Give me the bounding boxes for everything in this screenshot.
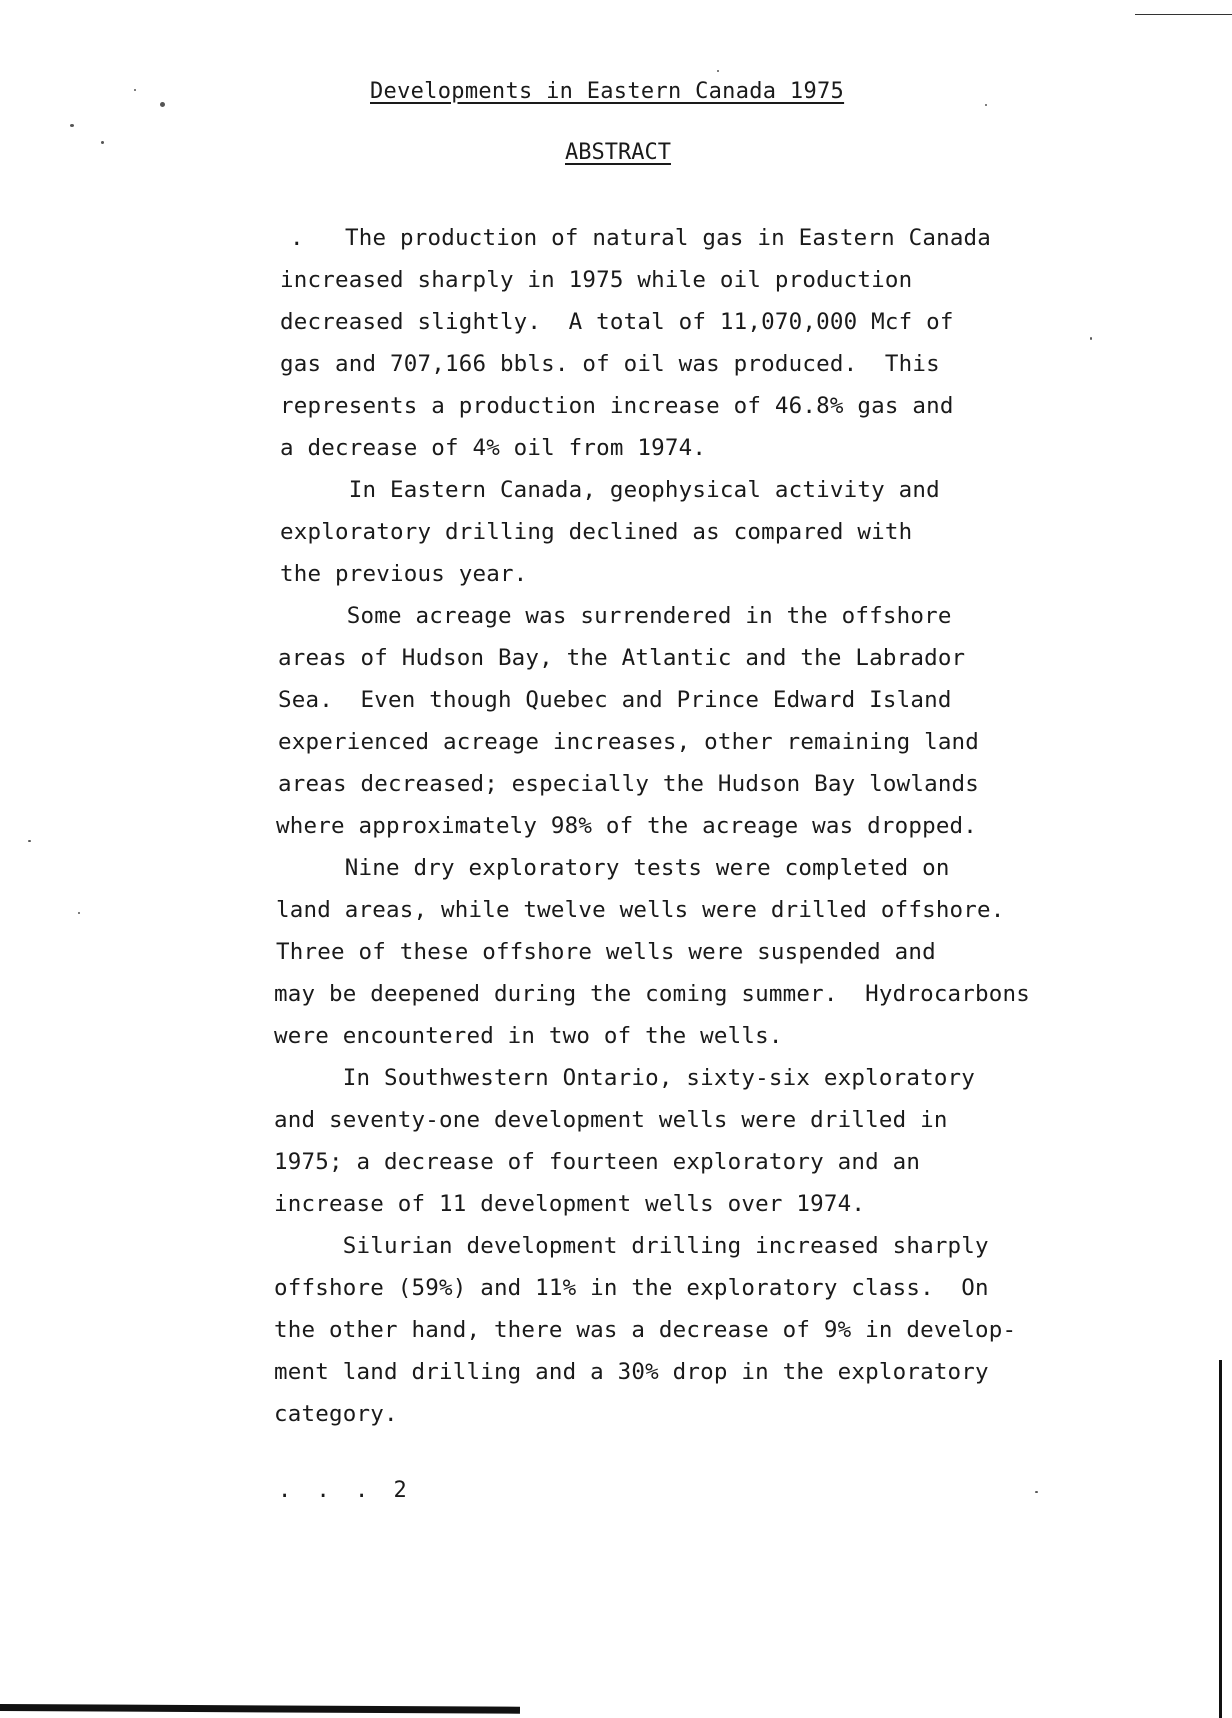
scan-speck bbox=[70, 124, 74, 127]
body-line: In Southwestern Ontario, sixty-six exploratory bbox=[274, 1065, 976, 1091]
body-line: Silurian development drilling increased sharply bbox=[274, 1233, 989, 1259]
body-line: Nine dry exploratory tests were completed on bbox=[276, 855, 950, 881]
scan-speck bbox=[717, 70, 719, 72]
scan-speck bbox=[1035, 1491, 1038, 1493]
body-line: . The production of natural gas in Eastern Canada bbox=[290, 225, 992, 251]
body-line: represents a production increase of 46.8% gas and bbox=[280, 393, 954, 419]
body-line: offshore (59%) and 11% in the exploratory class. On bbox=[274, 1275, 989, 1301]
scan-speck bbox=[134, 89, 136, 91]
body-line: exploratory drilling declined as compared with bbox=[280, 519, 913, 545]
body-line: land areas, while twelve wells were drilled offshore. bbox=[276, 897, 1005, 923]
scan-speck bbox=[101, 141, 104, 144]
body-line: increased sharply in 1975 while oil production bbox=[280, 267, 913, 293]
body-line: decreased slightly. A total of 11,070,000 Mcf of bbox=[280, 309, 954, 335]
scan-speck bbox=[160, 102, 165, 107]
body-line: areas decreased; especially the Hudson Bay lowlands bbox=[278, 771, 980, 797]
document-title: Developments in Eastern Canada 1975 bbox=[370, 79, 845, 104]
body-line: gas and 707,166 bbls. of oil was produced. This bbox=[280, 351, 940, 377]
scan-edge-top bbox=[1135, 14, 1232, 15]
body-line: the previous year. bbox=[280, 561, 528, 587]
body-line: a decrease of 4% oil from 1974. bbox=[280, 435, 707, 461]
scan-speck bbox=[28, 840, 31, 842]
abstract-heading: ABSTRACT bbox=[565, 140, 671, 165]
body-line: In Eastern Canada, geophysical activity and bbox=[280, 477, 940, 503]
body-line: increase of 11 development wells over 1974. bbox=[274, 1191, 866, 1217]
page-continuation-marker: . . . 2 bbox=[278, 1478, 413, 1503]
body-line: Some acreage was surrendered in the offshore bbox=[278, 603, 952, 629]
body-line: Sea. Even though Quebec and Prince Edward Island bbox=[278, 687, 952, 713]
body-line: experienced acreage increases, other remaining land bbox=[278, 729, 980, 755]
body-line: Three of these offshore wells were suspended and bbox=[276, 939, 936, 965]
body-line: ment land drilling and a 30% drop in the exploratory bbox=[274, 1359, 989, 1385]
body-line: areas of Hudson Bay, the Atlantic and the Labrador bbox=[278, 645, 966, 671]
body-line: where approximately 98% of the acreage was dropped. bbox=[276, 813, 978, 839]
scan-speck bbox=[1090, 337, 1092, 340]
body-line: may be deepened during the coming summer. Hydrocarbons bbox=[274, 981, 1031, 1007]
body-line: and seventy-one development wells were drilled in bbox=[274, 1107, 948, 1133]
body-line: were encountered in two of the wells. bbox=[274, 1023, 783, 1049]
scan-edge-bottom bbox=[0, 1704, 520, 1714]
body-line: the other hand, there was a decrease of 9% in develop- bbox=[274, 1317, 1017, 1343]
scan-speck bbox=[78, 912, 80, 914]
scan-edge-right bbox=[1219, 1360, 1222, 1718]
body-line: 1975; a decrease of fourteen exploratory and an bbox=[274, 1149, 921, 1175]
body-line: category. bbox=[274, 1401, 398, 1427]
scan-speck bbox=[985, 104, 987, 106]
